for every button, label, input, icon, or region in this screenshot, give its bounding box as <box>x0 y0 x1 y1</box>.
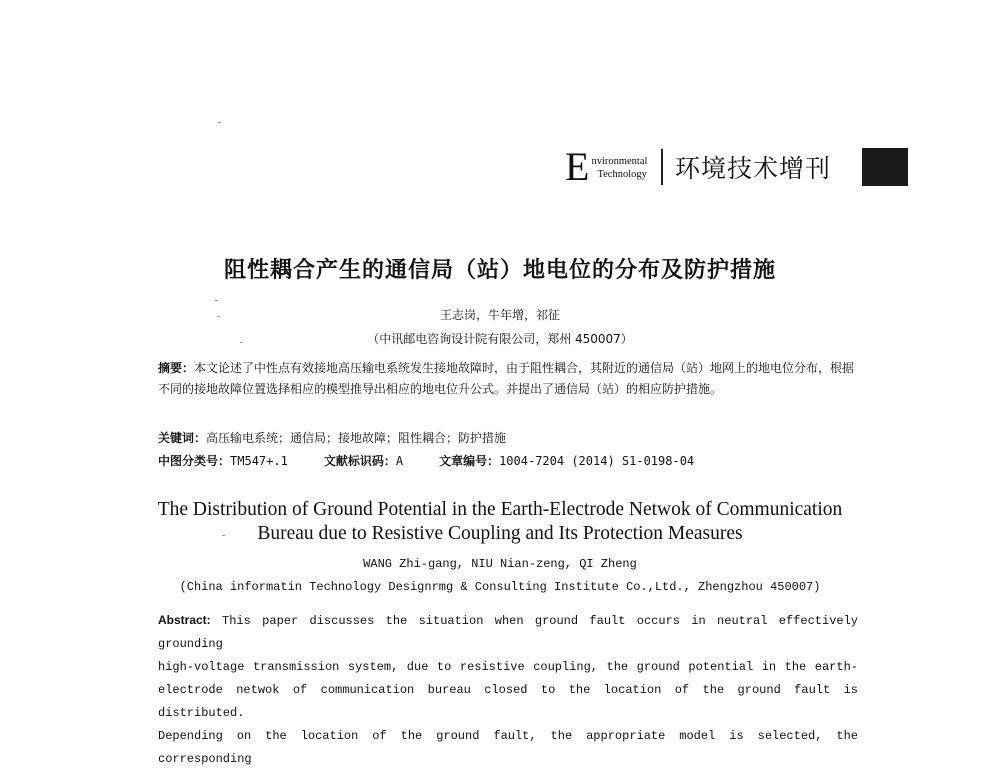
abstract-en-line-text: This paper discusses the situation when ground fault occurs in neutral effectively grounding <box>158 614 859 651</box>
article-no-label: 文章编号： <box>439 454 500 468</box>
journal-logo-word-1: nvironmental <box>591 156 648 167</box>
paper-title-cn: 阻性耦合产生的通信局（站）地电位的分布及防护措施 <box>223 258 776 283</box>
article-no-value: 1004-7204 (2014) S1-0198-04 <box>499 454 695 468</box>
scan-speck <box>215 300 218 301</box>
journal-header <box>565 146 831 188</box>
clc-value: TM547+.1 <box>230 454 288 468</box>
classification-line <box>158 451 858 472</box>
doc-code-value: A <box>395 454 404 468</box>
affiliation-en: (China informatin Technology Designrmg & Consulting Institute Co.,Ltd., Zhengzhou 450007) <box>179 580 821 594</box>
paper-title-en <box>0 498 1000 546</box>
abstract-en <box>158 609 858 771</box>
paper-title-en-line-1: The Distribution of Ground Potential in the Earth-Electrode Netwok of Communication <box>157 499 843 520</box>
abstract-en-line: electrode netwok of communication bureau closed to the location of the ground fault is distributed. <box>158 683 858 720</box>
doc-code-field <box>324 451 403 472</box>
affiliation-cn: （中讯邮电咨询设计院有限公司，郑州 450007） <box>367 332 633 346</box>
paper-title-en-line-2: Bureau due to Resistive Coupling and Its Protection Measures <box>257 523 743 544</box>
header-divider <box>661 149 663 185</box>
journal-logo-word-2: Technology <box>597 169 647 180</box>
abstract-cn <box>158 358 858 400</box>
clc-label: 中图分类号： <box>158 454 231 468</box>
header-black-block <box>862 148 908 186</box>
article-no-field <box>439 451 694 472</box>
authors-en: WANG Zhi-gang, NIU Nian-zeng, QI Zheng <box>363 557 637 571</box>
abstract-label-en: Abstract: <box>158 613 211 627</box>
keywords-label-cn: 关键词： <box>158 431 207 445</box>
doc-code-label: 文献标识码： <box>323 454 396 468</box>
journal-logo-letter: E <box>565 144 590 189</box>
scan-speck <box>218 122 221 123</box>
journal-logo-words <box>591 155 647 181</box>
abstract-en-line: high-voltage transmission system, due to resistive coupling, the ground potential in the earth- <box>158 660 858 674</box>
abstract-en-line <box>158 609 858 656</box>
keywords-cn <box>158 428 858 449</box>
clc-field <box>158 451 288 472</box>
abstract-en-line: Depending on the location of the ground fault, the appropriate model is selected, the corresponding <box>158 729 858 766</box>
abstract-text-cn: 本文论述了中性点有效接地高压输电系统发生接地故障时，由于阻性耦合，其附近的通信局（站）地网上的地电位分布，根据不同的接地故障位置选择相应的模型推导出相应的地电位升公式。并提出了通信局（站）的相应防护措施。 <box>158 361 855 396</box>
keywords-text-cn: 高压输电系统；通信局；接地故障；阻性耦合；防护措施 <box>206 431 507 445</box>
abstract-label-cn: 摘要： <box>158 361 195 375</box>
journal-name: 环境技术增刊 <box>674 154 831 183</box>
authors-cn: 王志岗，牛年增，祁征 <box>439 308 560 322</box>
